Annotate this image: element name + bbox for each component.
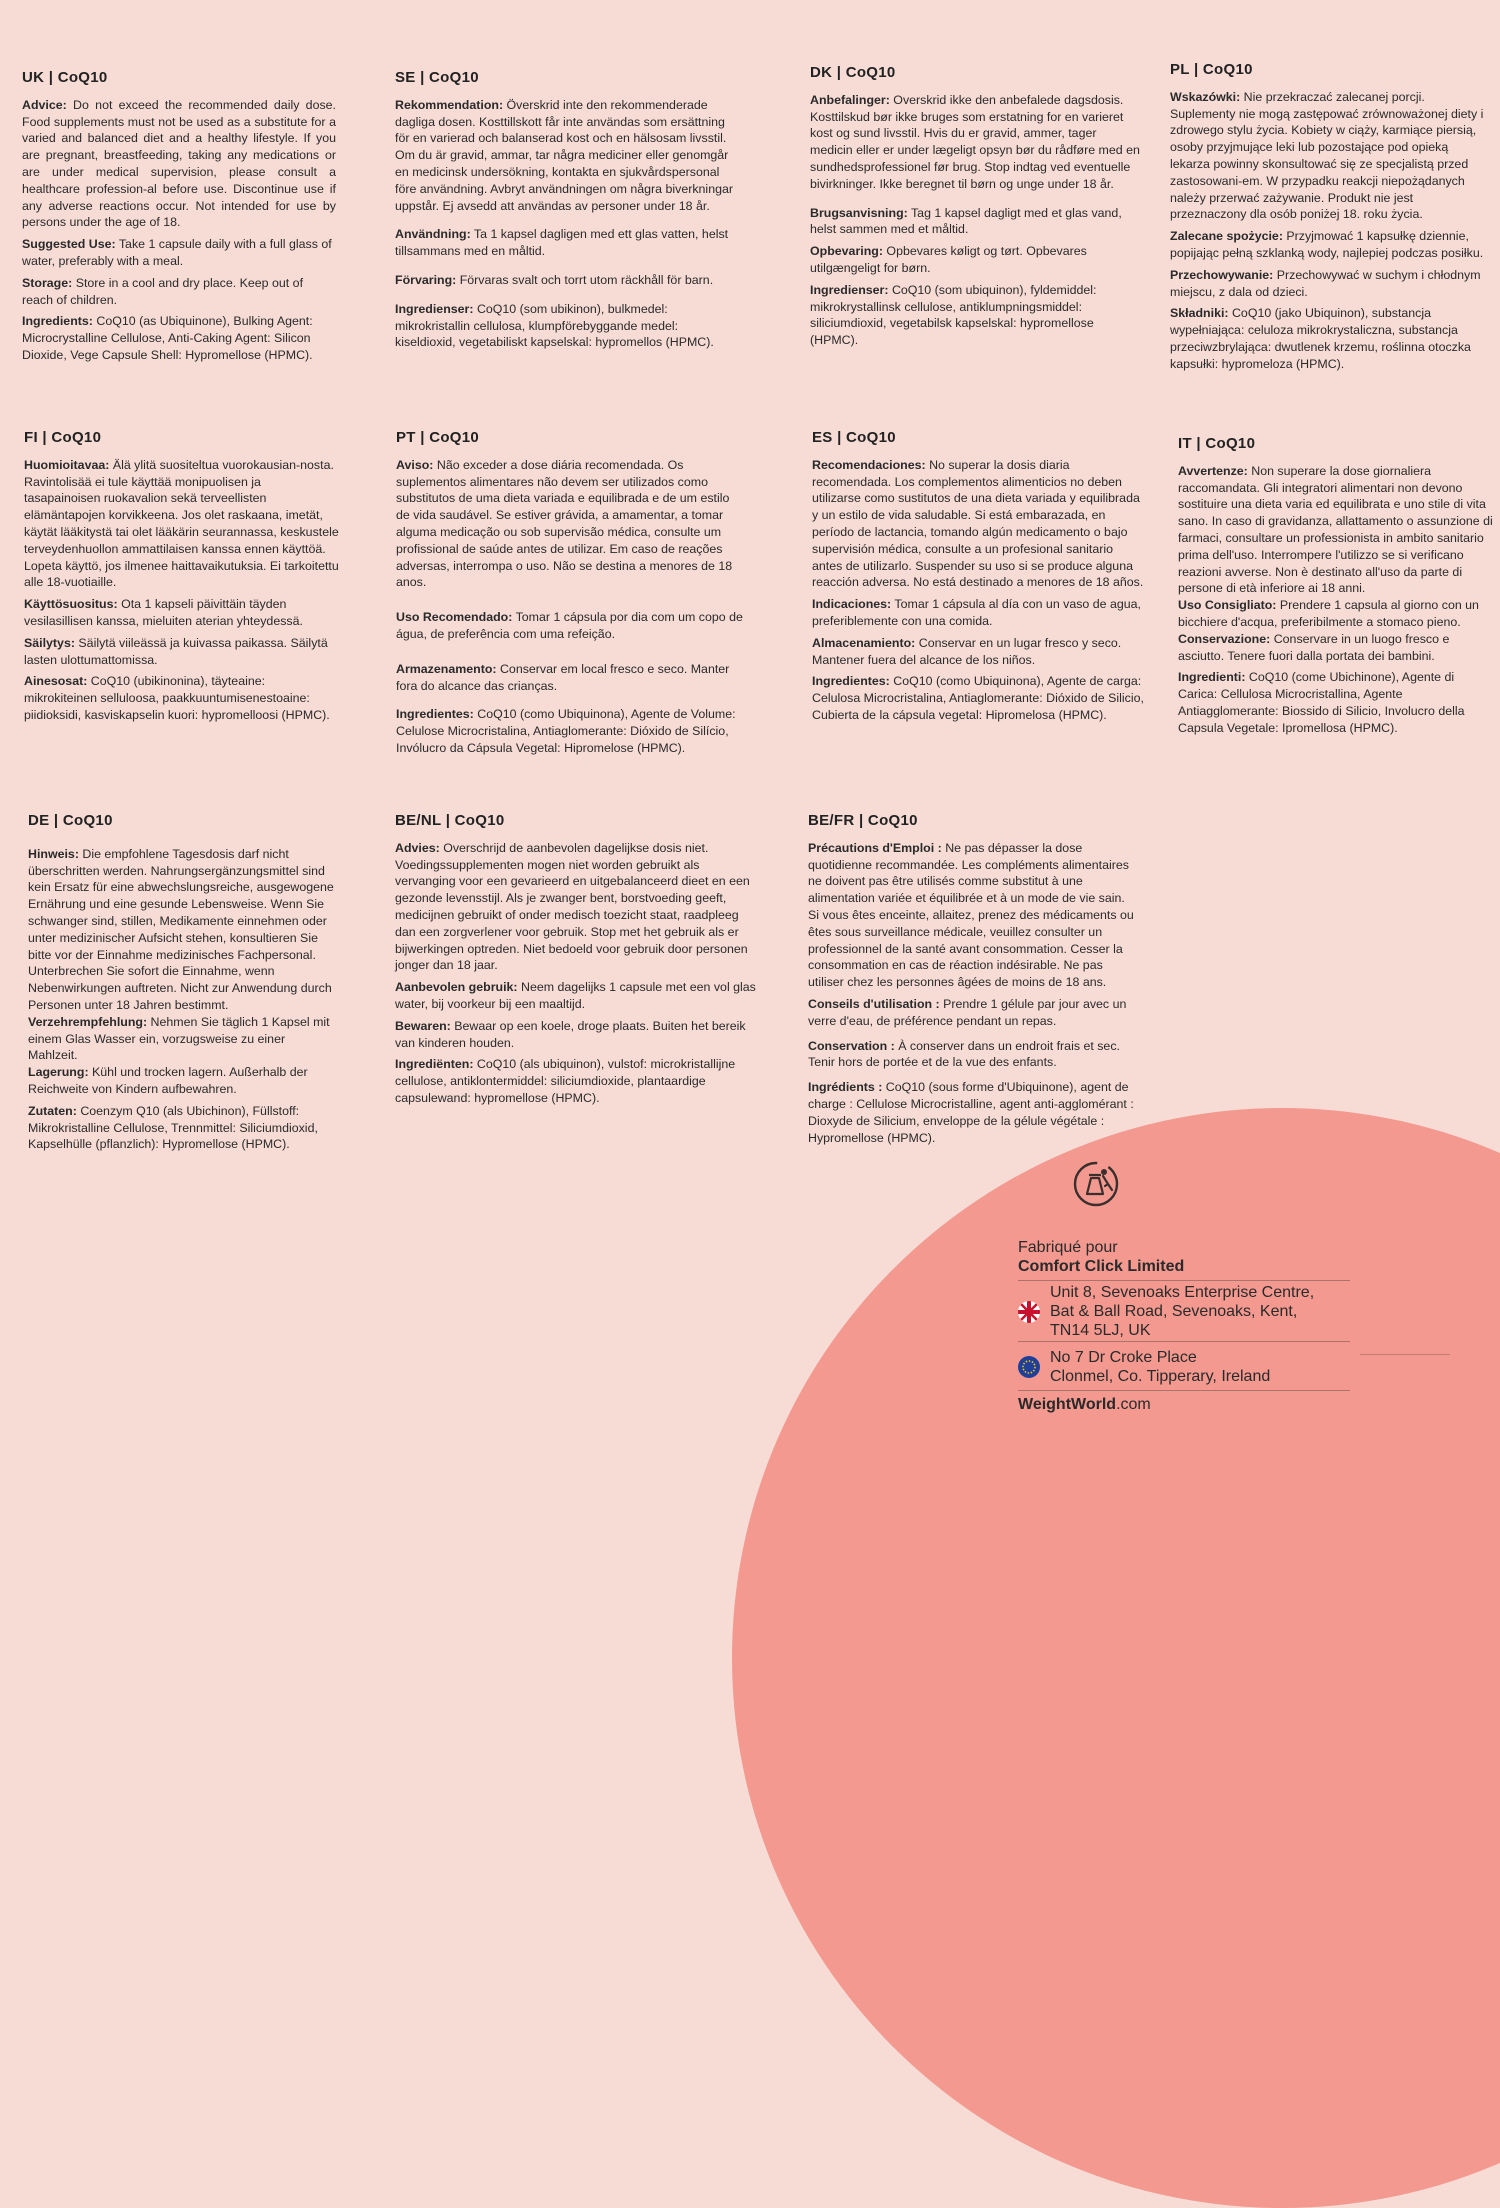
website-brand: WeightWorld [1018, 1396, 1117, 1413]
uk-address: Unit 8, Sevenoaks Enterprise Centre, Bat & Ball Road, Sevenoaks, Kent, TN14 5LJ, UK [1050, 1284, 1315, 1339]
section-es: ES | CoQ10 Recomendaciones: No superar la dosis diaria recomendada. Los complementos alimenticios no deben utilizarse como sustitutos de una dieta variada y equilibrada y un estilo de vida saludable. Si está embarazada, en período de lactancia, tomando algún medicamento o bajo supervisión médica, consulte a un profesional sanitario antes de utilizarlo. Suspender su uso si se produce alguna reacción adversa. No está destinado a menores de 18 años. Indicaciones: Tomar 1 cápsula al día con un vaso de agua, preferiblemente con una comida. Almacenamiento: Conservar en un lugar fresco y seco. Mantener fuera del alcance de los niños. Ingredientes: CoQ10 (como Ubiquinona), Agente de carga: Celulosa Microcristalina, Antiaglomerante: Dióxido de Silicio, Cubierta de la cápsula vegetal: Hipromelosa (HPMC). [812, 430, 1146, 729]
uk-flag-icon [1018, 1301, 1040, 1323]
section-heading: PT | CoQ10 [396, 429, 480, 446]
section-heading: FI | CoQ10 [24, 429, 102, 446]
divider [1018, 1280, 1350, 1281]
section-heading: SE | CoQ10 [395, 69, 479, 86]
eu-address-line1: No 7 Dr Croke Place [1050, 1349, 1197, 1366]
section-heading: ES | CoQ10 [812, 429, 896, 446]
eu-flag-icon [1018, 1356, 1040, 1378]
section-be-nl: BE/NL | CoQ10 Advies: Overschrijd de aanbevolen dagelijkse dosis niet. Voedingssupplementen mogen niet worden gebruikt als vervanging voor een gevarieerd en uitgebalanceerd dieet en een gezonde levensstijl. Als je zwanger bent, borstvoeding geeft, medicijnen gebruikt of onder medisch toezicht staat, raadpleeg dan een zorgverlener voor gebruik. Stop met het gebruik als er bijwerkingen optreden. Niet bedoeld voor gebruik door personen jonger dan 18 jaar. Aanbevolen gebruik: Neem dagelijks 1 capsule met een vol glas water, bij voorkeur bij een maaltijd. Bewaren: Bewaar op een koele, droge plaats. Buiten het bereik van kinderen houden. Ingrediënten: CoQ10 (als ubiquinon), vulstof: microkristallijne cellulose, antiklontermiddel: siliciumdioxide, plantaardige capsulewand: hypromellose (HPMC). [395, 813, 759, 1112]
eu-address-line2: Clonmel, Co. Tipperary, Ireland [1050, 1368, 1271, 1385]
made-for-label: Fabriqué pour [1018, 1239, 1118, 1256]
section-uk: UK | CoQ10 Advice: Do not exceed the recommended daily dose. Food supplements must not be used as a substitute for a varied and balanced diet and a healthy lifestyle. If you are pregnant, breastfeeding, taking any medications or are under medical supervision, please consult a healthcare profession-al before use. Discontinue use if any adverse reactions occur. Not intended for use by persons under the age of 18. Suggested Use: Take 1 capsule daily with a full glass of water, preferably with a meal. Storage: Store in a cool and dry place. Keep out of reach of children. Ingredients: CoQ10 (as Ubiquinone), Bulking Agent: Microcrystalline Cellulose, Anti-Caking Agent: Silicon Dioxide, Vege Capsule Shell: Hypromellose (HPMC). [22, 69, 336, 362]
section-heading: BE/NL | CoQ10 [395, 812, 505, 829]
section-dk: DK | CoQ10 Anbefalinger: Overskrid ikke den anbefalede dagsdosis. Kosttilskud bør ikke bruges som erstatning for en varieret kost og sund livsstil. Hvis du er gravid, ammer, tager medicin eller er under lægeligt opsyn bør du rådføre med en sundhedsprofessionel før brug. Stop indtag ved eventuelle bivirkninger. Ikke beregnet til børn og unge under 18 år. Brugsanvisning: Tag 1 kapsel dagligt med et glas vand, helst sammen med et måltid. Opbevaring: Opbevares køligt og tørt. Opbevares utilgængeligt for børn. Ingredienser: CoQ10 (som ubiquinon), fyldemiddel: mikrokrystallinsk cellulose, antiklumpningsmiddel: siliciumdioxid, vegetabilsk kapselskal: hypromellose (HPMC). [810, 65, 1142, 354]
section-heading: DE | CoQ10 [28, 812, 113, 829]
eu-address-row [1018, 1342, 1350, 1390]
section-it: IT | CoQ10 Avvertenze: Non superare la dose giornaliera raccomandata. Gli integratori alimentari non devono sostituire una dieta varia ed equilibrata e uno stile di vita sano. In caso di gravidanza, allattamento o assunzione di farmaci, consultare un professionista in ambito sanitario prima dell'uso. Interrompere l'utilizzo se si verificano reazioni avverse. Non è destinato all'uso da parte di persone di età inferiore ai 18 anni. Uso Consigliato: Prendere 1 capsula al giorno con un bicchiere d'acqua, preferibilmente a stomaco pieno. Conservazione: Conservare in un luogo fresco e asciutto. Tenere fuori dalla portata dei bambini. Ingredienti: CoQ10 (come Ubichinone), Agente di Carica: Cellulosa Microcristallina, Agente Antiagglomerante: Biossido di Silicio, Involucro della Capsula Vegetale: Ipromellosa (HPMC). [1178, 436, 1496, 742]
manufacturer-block [1018, 1238, 1350, 1414]
section-heading: IT | CoQ10 [1178, 435, 1256, 452]
website-tld: .com [1116, 1396, 1151, 1413]
section-de: DE | CoQ10 Hinweis: Die empfohlene Tagesdosis darf nicht überschritten werden. Nahrungsergänzungsmittel sind kein Ersatz für eine abwechslungsreiche, ausgewogene Ernährung und eine gesunde Lebensweise. Wenn Sie schwanger sind, stillen, Medikamente einnehmen oder unter medizinischer Aufsicht stehen, konsultieren Sie bitte vor der Einnahme medizinisches Fachpersonal. Unterbrechen Sie sofort die Einnahme, wenn Nebenwirkungen auftreten. Nicht zur Anwendung durch Personen unter 18 Jahren bestimmt. Verzehrempfehlung: Nehmen Sie täglich 1 Kapsel mit einem Glas Wasser ein, vorzugsweise zu einer Mahlzeit. Lagerung: Kühl und trocken lagern. Außerhalb der Reichweite von Kindern aufbewahren. Zutaten: Coenzym Q10 (als Ubichinon), Füllstoff: Mikrokristalline Cellulose, Trennmittel: Siliciumdioxid, Kapselhülle (pflanzlich): Hypromellose (HPMC). [28, 813, 338, 1158]
recycle-disposal-icon [1072, 1160, 1120, 1208]
section-fi: FI | CoQ10 Huomioitavaa: Älä ylitä suositeltua vuorokausian-nosta. Ravintolisää ei tule käyttää monipuolisen ja tasapainoisen ruokavalion sekä terveellisten elämäntapojen korvikkeena. Jos olet raskaana, imetät, käytät lääkitystä tai olet lääkärin seurannassa, keskustele terveydenhuollon ammattilaisen kanssa ennen käyttöä. Lopeta käyttö, jos ilmenee haittavaikutuksia. Ei tarkoitettu alle 18-vuotiaille. Käyttösuositus: Ota 1 kapseli päivittäin täyden vesilasillisen kanssa, mieluiten aterian yhteydessä. Säilytys: Säilytä viileässä ja kuivassa paikassa. Säilytä lasten ulottumattomissa. Ainesosat: CoQ10 (ubikinonina), täyteaine: mikrokiteinen selluloosa, paakkuuntumisenestoaine: piidioksidi, kasviskapselin kuori: hypromelloosi (HPMC). [24, 429, 339, 722]
divider [1018, 1341, 1350, 1342]
section-pt: PT | CoQ10 Aviso: Não exceder a dose diária recomendada. Os suplementos alimentares não devem ser utilizados como substitutos de uma dieta variada e equilibrada e de um estilo de vida saudável. Se estiver grávida, a amamentar, a tomar alguma medicação ou sob supervisão médica, consulte um profissional de saúde antes de utilizar. Em caso de reações adversas, interrompa o uso. Não se destina a menores de 18 anos. Uso Recomendado: Tomar 1 cápsula por dia com um copo de água, de preferência com uma refeição. Armazenamento: Conservar em local fresco e seco. Manter fora do alcance das crianças. Ingredientes: CoQ10 (como Ubiquinona), Agente de Volume: Celulose Microcristalina, Antiaglomerante: Dióxido de Silício, Invólucro da Cápsula Vegetal: Hipromelose (HPMC). [396, 430, 746, 762]
section-se: SE | CoQ10 Rekommendation: Överskrid inte den rekommenderade dagliga dosen. Kosttillskott får inte användas som ersättning för en varierad och balanserad kost och en hälsosam livsstil. Om du är gravid, ammar, tar några mediciner eller genomgår en medicinsk undersökning, kontakta en sjukvårdspersonal före användning. Avbryt användningen om några biverkningar uppstår. Ej avsedd att användas av personer under 18 år. Användning: Ta 1 kapsel dagligen med ett glas vatten, helst tillsammans med en måltid. Förvaring: Förvaras svalt och torrt utom räckhåll för barn. Ingredienser: CoQ10 (som ubikinon), bulkmedel: mikrokristallin cellulosa, klumpförebyggande medel: kiseldioxid, vegetabiliskt kapselskal: hypromellos (HPMC). [395, 70, 740, 356]
divider [1018, 1390, 1350, 1391]
uk-address-row [1018, 1281, 1350, 1341]
section-be-fr: BE/FR | CoQ10 Précautions d'Emploi : Ne pas dépasser la dose quotidienne recommandée. Les compléments alimentaires ne doivent pas être utilisés comme substitut à une alimentation variée et équilibrée et à un mode de vie sain. Si vous êtes enceinte, allaitez, prenez des médicaments ou êtes sous surveillance médicale, veuillez consulter un professionnel de la santé avant consommation. Cesser la consommation en cas de réaction indésirable. Ne pas utiliser chez les personnes âgées de moins de 18 ans. Conseils d'utilisation : Prendre 1 gélule par jour avec un verre d'eau, de préférence pendant un repas. Conservation : À conserver dans un endroit frais et sec. Tenir hors de portée et de la vue des enfants. Ingrédients : CoQ10 (sous forme d'Ubiquinone), agent de charge : Cellulose Microcristalline, agent anti-agglomérant : Dioxyde de Silicium, enveloppe de la gélule végétale : Hypromellose (HPMC). [808, 812, 1134, 1145]
section-heading: DK | CoQ10 [810, 64, 896, 81]
company-name: Comfort Click Limited [1018, 1258, 1185, 1275]
section-heading: PL | CoQ10 [1170, 61, 1253, 78]
divider [1360, 1354, 1450, 1355]
section-pl: PL | CoQ10 Wskazówki: Nie przekraczać zalecanej porcji. Suplementy nie mogą zastępować zrównoważonej diety i zdrowego stylu życia. Kobiety w ciąży, karmiące piersią, osoby przyjmujące leki lub pozostające pod opieką lekarza powinny skonsultować się ze specjalistą przed zastosowani-em. W przypadku reakcji niepożądanych należy przerwać zażywanie. Produkt nie jest przeznaczony dla osób poniżej 18. roku życia. Zalecane spożycie: Przyjmować 1 kapsułkę dziennie, popijając pełną szklanką wody, najlepiej podczas posiłku. Przechowywanie: Przechowywać w suchym i chłodnym miejscu, z dala od dzieci. Składniki: CoQ10 (jako Ubiquinon), substancja wypełniająca: celuloza mikrokrystaliczna, substancja przeciwzbrylająca: dwutlenek krzemu, roślinna otoczka kapsułki: hypromeloza (HPMC). [1170, 62, 1488, 378]
website [1018, 1395, 1350, 1414]
section-heading: BE/FR | CoQ10 [808, 812, 918, 829]
section-heading: UK | CoQ10 [22, 69, 108, 86]
